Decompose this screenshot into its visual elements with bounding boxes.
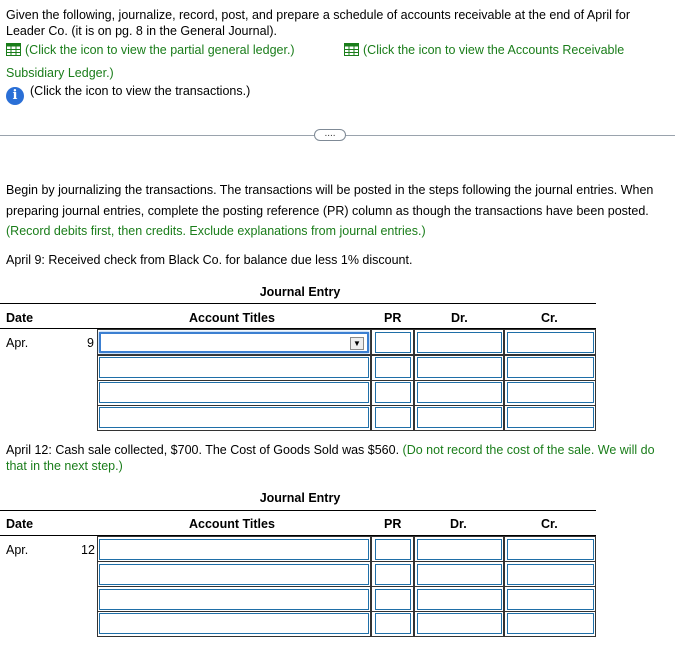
journal1-account-select[interactable] [99,332,369,353]
dropdown-arrow-icon[interactable]: ▼ [350,337,364,350]
journal2-pr-header: PR [384,517,402,531]
journal1-dr-input[interactable] [417,332,502,353]
journal2-account-input[interactable] [99,613,369,634]
journal1-dr-input[interactable] [417,357,502,378]
journal2-account-input[interactable] [99,539,369,560]
journal1-pr-input[interactable] [375,382,411,403]
journal2-title: Journal Entry [259,491,341,505]
transaction1-text: April 9: Received check from Black Co. for balance due less 1% discount. [6,253,413,267]
journal1-header-top-line [0,303,596,304]
general-ledger-link-label[interactable]: (Click the icon to view the partial general ledger.) [25,43,295,57]
journal2-month: Apr. [6,543,29,557]
journal2-cr-input[interactable] [507,613,594,634]
expand-more-button[interactable]: .... [314,129,346,141]
transaction2 [6,442,671,474]
journal2-cr-input[interactable] [507,589,594,610]
ar-ledger-link-label[interactable]: (Click the icon to view the Accounts Receivable [363,43,625,57]
journal2-dr-input[interactable] [417,589,502,610]
journal1-account-input[interactable] [99,382,369,403]
journal2-cr-input[interactable] [507,539,594,560]
instructions-note: (Record debits first, then credits. Exclude explanations from journal entries.) [6,224,426,238]
journal2-pr-input[interactable] [375,539,411,560]
transaction2-text: April 12: Cash sale collected, $700. The Cost of Goods Sold was $560. [6,443,400,457]
journal1-cr-header: Cr. [541,311,558,325]
journal1-title: Journal Entry [259,285,341,299]
journal2-pr-input[interactable] [375,589,411,610]
journal1-account-input[interactable] [99,407,369,428]
journal2-account-input[interactable] [99,564,369,585]
table-grid-icon[interactable] [344,43,359,56]
journal2-pr-input[interactable] [375,564,411,585]
journal1-day: 9 [87,336,94,350]
table-grid-icon[interactable] [6,43,21,56]
journal1-cr-input[interactable] [507,357,594,378]
journal2-date-header: Date [6,517,34,531]
journal1-pr-header: PR [384,311,402,325]
journal2-day: 12 [81,543,95,557]
transactions-link[interactable] [6,84,250,105]
journal2-cr-header: Cr. [541,517,558,531]
journal1-dr-input[interactable] [417,407,502,428]
journal2-header-top-line [0,510,596,511]
journal2-dr-input[interactable] [417,539,502,560]
journal1-cr-input[interactable] [507,332,594,353]
journal1-pr-input[interactable] [375,357,411,378]
journal1-date-header: Date [6,311,34,325]
info-icon[interactable]: i [6,87,24,105]
journal1-cr-input[interactable] [507,382,594,403]
journal2-account-header: Account Titles [189,517,275,531]
journal1-account-input[interactable] [99,357,369,378]
journal1-pr-input[interactable] [375,332,411,353]
ar-ledger-link-continued[interactable]: Subsidiary Ledger.) [6,66,114,80]
journal1-pr-input[interactable] [375,407,411,428]
journal1-month: Apr. [6,336,29,350]
journal1-dr-input[interactable] [417,382,502,403]
ar-ledger-link[interactable] [344,43,624,57]
transaction2-note: (Do not record the cost of the sale. We will do that in the next step.) [6,443,655,473]
journal2-dr-input[interactable] [417,613,502,634]
journal2-pr-input[interactable] [375,613,411,634]
problem-intro: Given the following, journalize, record, post, and prepare a schedule of accounts receivable at the end of April for Leader Co. (it is on pg. 8 in the General Journal). [6,8,630,38]
journal1-dr-header: Dr. [451,311,468,325]
journal2-dr-header: Dr. [450,517,467,531]
general-ledger-link[interactable] [6,43,295,57]
journal1-cr-input[interactable] [507,407,594,428]
journal2-dr-input[interactable] [417,564,502,585]
instructions [6,180,671,242]
journal2-account-input[interactable] [99,589,369,610]
journal2-cr-input[interactable] [507,564,594,585]
transactions-link-label[interactable]: (Click the icon to view the transactions.) [30,84,251,98]
journal1-account-header: Account Titles [189,311,275,325]
instructions-text: Begin by journalizing the transactions. The transactions will be posted in the steps following the journal entries. When preparing journal entries, complete the posting reference (PR) column as though the transactions have been posted. [6,183,654,218]
